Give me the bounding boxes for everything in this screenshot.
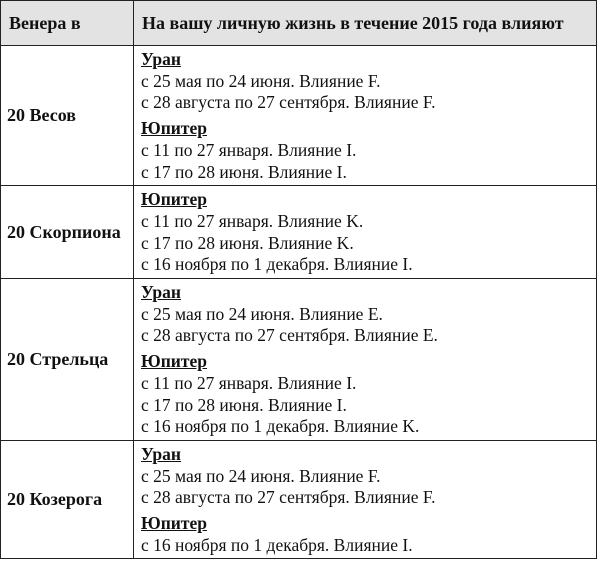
period-line: с 16 ноября по 1 декабря. Влияние K. [141, 416, 420, 437]
period-line: с 17 по 28 июня. Влияние I. [141, 161, 347, 182]
table-row [1, 440, 597, 559]
period-line: с 17 по 28 июня. Влияние I. [141, 394, 347, 415]
period-line: с 11 по 27 января. Влияние K. [141, 210, 364, 231]
period-line: с 25 мая по 24 июня. Влияние F. [141, 465, 381, 486]
influence-cell [134, 186, 597, 279]
influence-cell [134, 440, 597, 559]
period-line: с 11 по 27 января. Влияние I. [141, 372, 357, 393]
period-line: с 16 ноября по 1 декабря. Влияние I. [141, 534, 413, 555]
planet-name: Юпитер [141, 351, 207, 372]
table-row [1, 186, 597, 279]
table-row [1, 279, 597, 441]
influence-cell [134, 46, 597, 186]
sign-cell: 20 Стрельца [1, 279, 134, 441]
sign-cell: 20 Скорпиона [1, 186, 134, 279]
period-line: с 25 мая по 24 июня. Влияние F. [141, 70, 381, 91]
header-influences: На вашу личную жизнь в течение 2015 года влияют [134, 1, 597, 46]
table-row [1, 46, 597, 186]
planet-name: Юпитер [141, 189, 207, 210]
planet-name: Уран [141, 49, 181, 69]
planet-name: Уран [141, 282, 181, 303]
sign-cell: 20 Весов [1, 46, 134, 186]
period-line: с 25 мая по 24 июня. Влияние E. [141, 303, 383, 324]
period-line: с 28 августа по 27 сентября. Влияние F. [141, 487, 436, 508]
table-header-row [1, 1, 597, 46]
influence-cell [134, 279, 597, 441]
planet-name: Уран [141, 443, 181, 464]
period-line: с 28 августа по 27 сентября. Влияние F. [141, 92, 436, 113]
period-line: с 16 ноября по 1 декабря. Влияние I. [141, 254, 413, 275]
period-line: с 11 по 27 января. Влияние I. [141, 139, 357, 160]
sign-cell: 20 Козерога [1, 440, 134, 559]
planet-name: Юпитер [141, 513, 207, 534]
planet-name: Юпитер [141, 118, 207, 139]
header-venus-in: Венера в [1, 1, 134, 46]
period-line: с 17 по 28 июня. Влияние K. [141, 232, 354, 253]
period-line: с 28 августа по 27 сентября. Влияние E. [141, 325, 438, 346]
